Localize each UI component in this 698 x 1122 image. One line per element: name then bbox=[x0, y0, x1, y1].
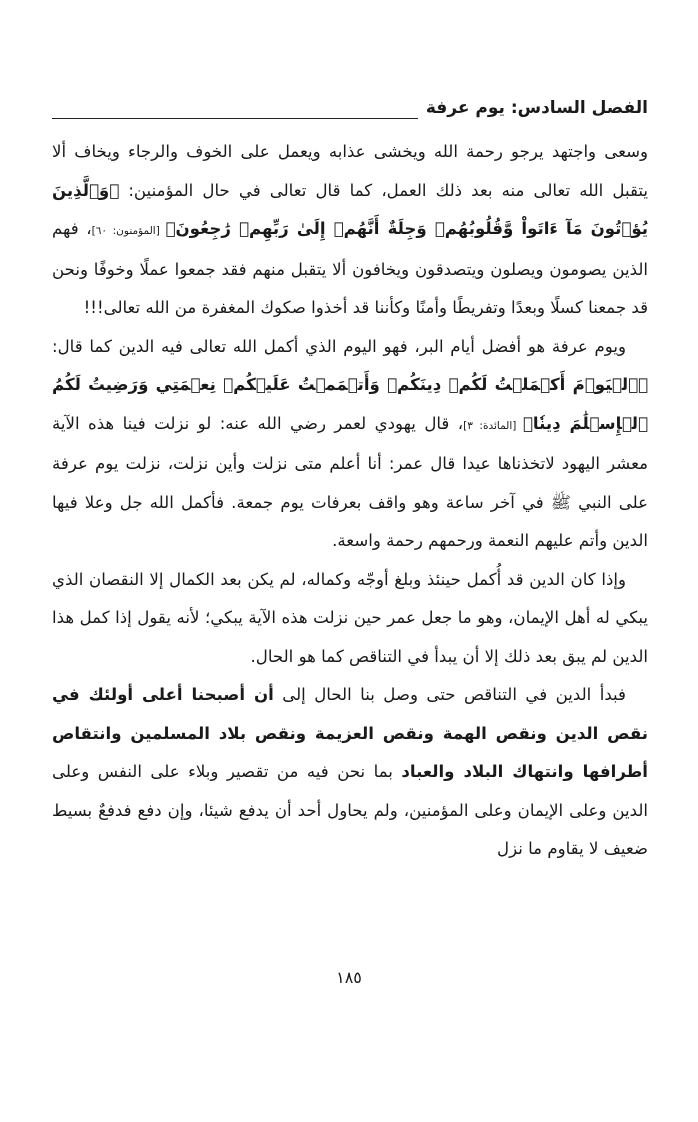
emphasized-text: أن أصبحنا أعلى أولئك في نقص الدين ونقص الهمة ونقص العزيمة ونقص بلاد المسلمين وانتقاص أطرافها وانتهاك البلاد والعباد bbox=[52, 685, 648, 781]
quran-verse-al-muminun: ﴿وَٱلَّذِينَ يُؤۡتُونَ مَآ ءَاتَواْ وَّقُلُوبُهُمۡ وَجِلَةٌ أَنَّهُمۡ إِلَىٰ رَبِّهِمۡ رَٰجِعُونَ﴾ bbox=[52, 180, 649, 238]
running-header bbox=[52, 96, 648, 122]
page-number: ١٨٥ bbox=[336, 968, 362, 987]
paragraph-2 bbox=[52, 328, 648, 561]
paragraph-4-text-b: بما نحن فيه من تقصير وبلاء على النفس وعلى الدين وعلى الإيمان وعلى المؤمنين، ولم يحاول أحد أن يدفع شيئا، وإن دفع فدفعٌ بسيط ضعيف لا يقاوم ما نزل bbox=[52, 762, 648, 858]
chapter-title: الفصل السادس: يوم عرفة bbox=[418, 96, 648, 120]
paragraph-1-text-b: ، فهم الذين يصومون ويصلون ويتصدقون ويخافون ألا يتقبل منهم فقد جمعوا عملًا وخوفًا ونحن قد جمعنا كسلًا وبعدًا وتفريطًا وأمنًا وكأننا قد أخذوا صكوك المغفرة من الله تعالى!!! bbox=[52, 219, 648, 317]
quran-verse-al-maidah: ﴿ٱلۡيَوۡمَ أَكۡمَلۡتُ لَكُمۡ دِينَكُمۡ وَأَتۡمَمۡتُ عَلَيۡكُمۡ نِعۡمَتِي وَرَضِيتُ لَكُمُ ٱلۡإِسۡلَٰمَ دِينٗا﴾ bbox=[52, 375, 648, 433]
paragraph-1-text-a: وسعى واجتهد يرجو رحمة الله ويخشى عذابه ويعمل على الخوف والرجاء ويخاف ألا يتقبل الله تعالى منه بعد ذلك العمل، كما قال تعالى في حال المؤمنين: bbox=[52, 142, 648, 200]
paragraph-2-text-a: ويوم عرفة هو أفضل أيام البر، فهو اليوم الذي أكمل الله تعالى فيه الدين كما قال: bbox=[52, 336, 626, 356]
page-body bbox=[52, 133, 648, 869]
paragraph-2-text-b: ، قال يهودي لعمر رضي الله عنه: لو نزلت فينا هذه الآية معشر اليهود لاتخذناها عيدا قال عمر: أنا أعلم متى نزلت وأين نزلت، نزلت يوم عرفة على النبي ﷺ في آخر ساعة وهو واقف بعرفات يوم جمعة. فأكمل الله جل وعلا فيها الدين وأتم عليهم النعمة ورحمهم رحمة واسعة. bbox=[52, 413, 648, 550]
paragraph-1 bbox=[52, 133, 648, 328]
paragraph-3 bbox=[52, 561, 648, 677]
paragraph-4 bbox=[52, 676, 648, 869]
paragraph-3-text: وإذا كان الدين قد أُكمل حينئذ وبلغ أوجّه وكماله، لم يكن بعد الكمال إلا النقصان الذي يبكي له أهل الإيمان، وهو ما جعل عمر حين نزلت هذه الآية يبكي؛ لأنه يقول إذا كمل هذا الدين لم يبق بعد ذلك إلا أن يبدأ في التناقص كما هو الحال. bbox=[52, 569, 648, 666]
paragraph-4-text-a: فبدأ الدين في التناقص حتى وصل بنا الحال إلى bbox=[273, 685, 626, 704]
verse-reference: [المؤمنون: ٦٠] bbox=[91, 225, 166, 237]
verse-reference: [المائدة: ٣] bbox=[463, 419, 523, 432]
